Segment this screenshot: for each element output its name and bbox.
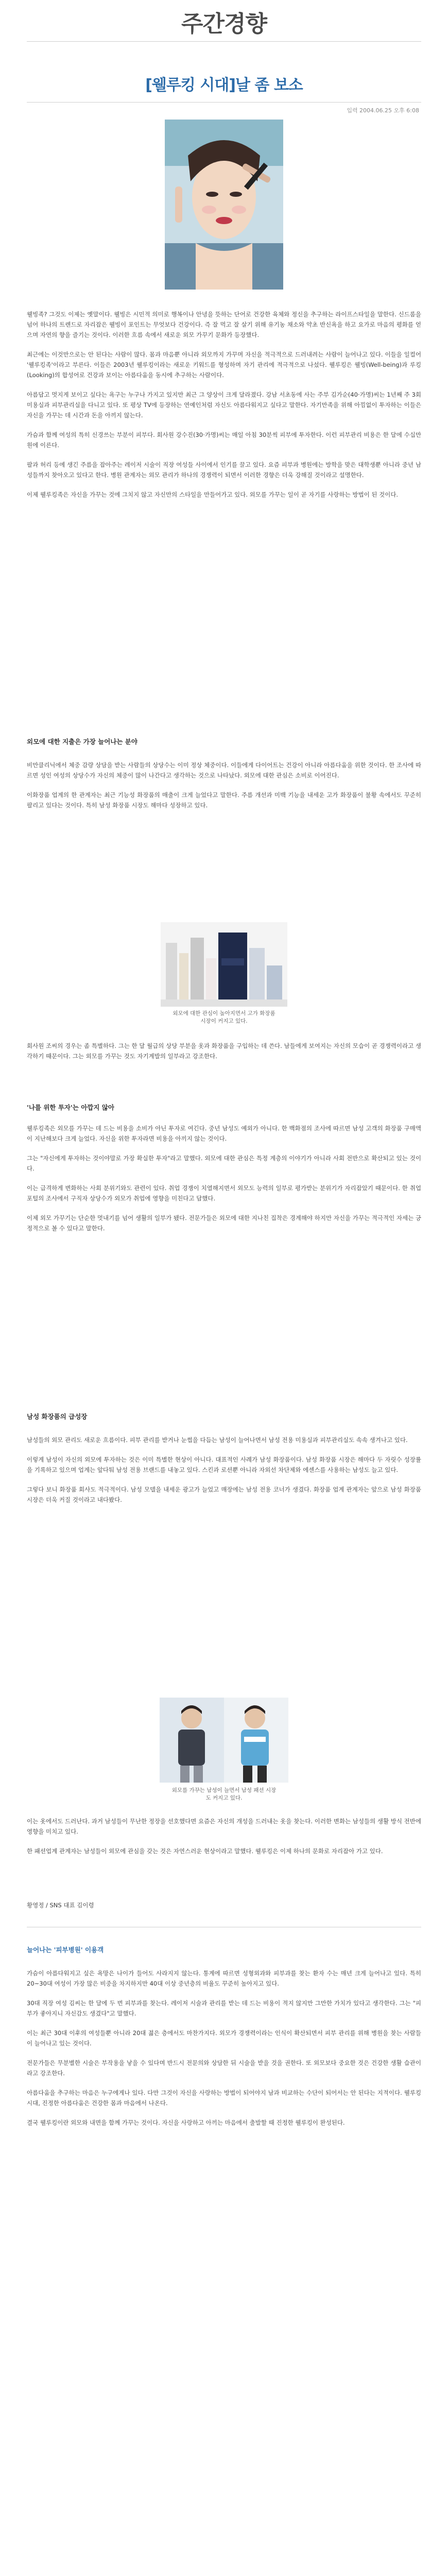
photo1-caption: 외모에 대한 관심이 높아지면서 고가 화장품 시장이 커지고 있다. (173, 1010, 275, 1024)
section-4 (27, 1123, 421, 1243)
paragraph: 이는 옷에서도 드러난다. 과거 남성들이 무난한 정장을 선호했다면 요즘은 자신의 개성을 드러내는 옷을 찾는다. 이러한 변화는 남성들의 생활 방식 전반에 영향을 미치고 있다. (27, 1818, 421, 1835)
paragraph: 회사원 조씨의 경우는 좀 특별하다. 그는 한 달 월급의 상당 부분을 옷과 화장품을 구입하는 데 쓴다. 남들에게 보여지는 자신의 모습이 곧 경쟁력이라고 생각하기 때문이다. 그는 외모를 가꾸는 것도 자기계발의 일부라고 강조한다. (27, 1042, 421, 1060)
section-7 (27, 1968, 421, 2137)
makeup-face-photo (165, 120, 283, 290)
article-headline: [웰루킹 시대]날 좀 보소 (145, 76, 303, 94)
paragraph: 결국 웰루킹이란 외모와 내면을 함께 가꾸는 것이다. 자신을 사랑하고 아끼는 마음에서 출발할 때 진정한 웰루킹이 완성된다. (27, 2119, 345, 2126)
subhead-2: '나를 위한 투자'는 아깝지 않아 (27, 1104, 114, 1111)
section-3 (27, 1041, 421, 1071)
section-2 (27, 760, 421, 820)
masthead-divider (27, 41, 421, 42)
paragraph: 비만클리닉에서 체중 감량 상담을 받는 사람들의 상당수는 이미 정상 체중이다. 이들에게 다이어트는 건강이 아니라 아름다움을 위한 것이다. 한 조사에 따르면 성인 여성의 상당수가 자신의 체중이 많이 나간다고 생각하는 것으로 나타났다. 외모에 대한 관심은 소비로 이어진다. (27, 761, 421, 779)
paragraph: 웰루킹족은 외모를 가꾸는 데 드는 비용을 소비가 아닌 투자로 여긴다. 중년 남성도 예외가 아니다. 한 백화점의 조사에 따르면 남성 고객의 화장품 구매액이 지난해보다 크게 늘었다. 자신을 위한 투자라면 비용을 아끼지 않는 것이다. (27, 1125, 421, 1142)
paragraph: 가슴이 아름다워지고 싶은 욕망은 나이가 들어도 사라지지 않는다. 통계에 따르면 성형외과와 피부과를 찾는 환자 수는 매년 크게 늘어나고 있다. 특히 20~30대 여성이 가장 많은 비중을 차지하지만 40대 이상 중년층의 비율도 꾸준히 높아지고 있다. (27, 1970, 421, 1987)
paragraph: 팔과 허리 등에 생긴 주름을 잡아주는 레이저 시술이 직장 여성들 사이에서 인기를 끌고 있다. 요즘 피부과 병원에는 방학을 맞은 대학생뿐 아니라 중년 남성들까지 찾아오고 있다고 한다. 병원 관계자는 외모 관리가 하나의 경쟁력이 되면서 이러한 경향은 더욱 강해질 것이라고 설명한다. (27, 461, 421, 479)
subhead-1: 외모에 대한 지출은 가장 늘어나는 분야 (27, 738, 137, 745)
paragraph: 30대 직장 여성 김씨는 한 달에 두 번 피부과를 찾는다. 레이저 시술과 관리를 받는 데 드는 비용이 적지 않지만 그만한 가치가 있다고 생각한다. 그는 "피부가 좋아지니 자신감도 생겼다"고 말했다. (27, 1999, 421, 2017)
paragraph: 이제 웰루킹족은 자신을 가꾸는 것에 그치지 않고 자신만의 스타일을 만들어가고 있다. 외모를 가꾸는 일이 곧 자기를 사랑하는 방법이 된 것이다. (27, 491, 399, 498)
photo2-caption: 외모를 가꾸는 남성이 늘면서 남성 패션 시장도 커지고 있다. (171, 1787, 277, 1801)
paragraph: 이는 최근 30대 이후의 여성들뿐 아니라 20대 젊은 층에서도 마찬가지다. 외모가 경쟁력이라는 인식이 확산되면서 피부 관리를 위해 병원을 찾는 사람들이 늘어나고 있는 것이다. (27, 2029, 421, 2047)
headline-divider (27, 102, 421, 103)
section-1 (27, 309, 421, 509)
paragraph: 아름다움을 추구하는 마음은 누구에게나 있다. 다만 그것이 자신을 사랑하는 방법이 되어야지 남과 비교하는 수단이 되어서는 안 된다는 지적이다. 웰루킹 시대, 진정한 아름다움은 건강한 몸과 마음에서 나온다. (27, 2089, 421, 2107)
paragraph: 이는 급격하게 변화하는 사회 분위기와도 관련이 있다. 취업 경쟁이 치열해지면서 외모도 능력의 일부로 평가받는 분위기가 자리잡았기 때문이다. 한 취업 포털의 조사에서 구직자 상당수가 외모가 취업에 영향을 미친다고 답했다. (27, 1184, 421, 1202)
cosmetics-photo (161, 922, 287, 1007)
article-byline: 황영정 / SNS 대표 김이령 (27, 1902, 94, 1909)
mens-fashion-photo (160, 1698, 288, 1783)
paragraph: 그는 "자신에게 투자하는 것이야말로 가장 확실한 투자"라고 말했다. 외모에 대한 관심은 특정 계층의 이야기가 아니라 사회 전반으로 확산되고 있는 것이다. (27, 1155, 421, 1172)
paragraph: 이제 외모 가꾸기는 단순한 멋내기를 넘어 생활의 일부가 됐다. 전문가들은 외모에 대한 지나친 집착은 경계해야 하지만 자신을 가꾸는 적극적인 자세는 긍정적으로 볼 수 있다고 말한다. (27, 1214, 421, 1232)
subhead-3: 남성 화장품의 급성장 (27, 1413, 88, 1420)
paragraph: 가슴과 함께 여성의 특히 신경쓰는 부분이 피부다. 회사원 강수진(30·가명)씨는 매일 아침 30분씩 피부에 투자한다. 이런 피부관리 비용은 한 달에 수십만 원에 이른다. (27, 431, 421, 449)
paragraph: 이렇게 남성이 자신의 외모에 투자하는 것은 이미 특별한 현상이 아니다. 대표적인 사례가 남성 화장품이다. 남성 화장품 시장은 해마다 두 자릿수 성장률을 기록하고 있으며 업계는 앞다퉈 남성 전용 브랜드를 내놓고 있다. 스킨과 로션뿐 아니라 자외선 차단제와 에센스를 사용하는 남성도 늘고 있다. (27, 1456, 421, 1473)
paragraph: 웰빙족? 그것도 이제는 옛말이다. 웰빙은 시민적 의미로 행복이나 안녕을 뜻하는 단어로 건강한 육체와 정신을 추구하는 라이프스타일을 말한다. 신드롬을 넘어 하나의 트렌드로 자리잡은 웰빙이 포인트는 무엇보다 건강이다. 즉 잘 먹고 잘 살기 위해 유기농 채소와 약초 반신욕을 하고 요가로 마음의 평화를 얻으며 자연의 향을 즐기는 것이다. 이러한 흐름 속에서 새로운 외모 가꾸기 문화가 등장했다. (27, 311, 421, 338)
paragraph: 한 패션업계 관계자는 남성들이 외모에 관심을 갖는 것은 자연스러운 현상이라고 말했다. 웰루킹은 이제 하나의 문화로 자리잡아 가고 있다. (27, 1848, 383, 1855)
paragraph: 그렇다 보니 화장품 회사도 적극적이다. 남성 모델을 내세운 광고가 늘었고 매장에는 남성 전용 코너가 생겼다. 화장품 업계 관계자는 앞으로 남성 화장품 시장은 더욱 커질 것이라고 내다봤다. (27, 1486, 421, 1503)
subhead-4: 늘어나는 '피부병원' 이용객 (27, 1946, 104, 1954)
section-6 (27, 1816, 421, 1866)
paragraph: 남성들의 외모 관리도 새로운 흐름이다. 피부 관리를 받거나 눈썹을 다듬는 남성이 늘어나면서 남성 전용 미용실과 피부관리실도 속속 생겨나고 있다. (27, 1436, 408, 1444)
masthead-logo[interactable]: 주간경향 (181, 11, 267, 37)
article-dateline: 입력 2004.06.25 오후 6:08 (347, 107, 419, 114)
paragraph: 아름답고 멋지게 보이고 싶다는 욕구는 누구나 가지고 있지만 최근 그 양상이 크게 달라졌다. 강남 서초동에 사는 주부 김가순(40·가명)씨는 1년째 주 3회 미용실과 피부관리실을 다니고 있다. 또 평상 TV에 등장하는 연예인처럼 자신도 아름다워지고 싶다고 말한다. 자기만족을 위해 아낌없이 투자하는 이들은 자신을 가꾸는 데 시간과 돈을 아끼지 않는다. (27, 391, 421, 419)
paragraph: 최근에는 이것만으로는 안 된다는 사람이 많다. 몸과 마음뿐 아니라 외모까지 가꾸며 자신을 적극적으로 드러내려는 사람이 늘어나고 있다. 이들을 일컬어 '웰루킹족'이라고 부른다. 이들은 2003년 웰루킹이라는 새로운 키워드를 형성하며 자기 관리에 적극적으로 나섰다. 웰루킹은 웰빙(Well-being)과 루킹(Looking)의 합성어로 건강과 보이는 아름다움을 동시에 추구하는 사람이다. (27, 351, 421, 379)
section-5 (27, 1435, 421, 1514)
paragraph: 전문가들은 무분별한 시술은 부작용을 낳을 수 있다며 반드시 전문의와 상담한 뒤 시술을 받을 것을 권한다. 또 외모보다 중요한 것은 건강한 생활 습관이라고 강조한다. (27, 2059, 421, 2077)
paragraph: 이화장품 업계의 한 관계자는 최근 기능성 화장품의 매출이 크게 늘었다고 말한다. 주름 개선과 미백 기능을 내세운 고가 화장품이 불황 속에서도 꾸준히 팔리고 있다는 것이다. 특히 남성 화장품 시장도 해마다 성장하고 있다. (27, 791, 421, 809)
